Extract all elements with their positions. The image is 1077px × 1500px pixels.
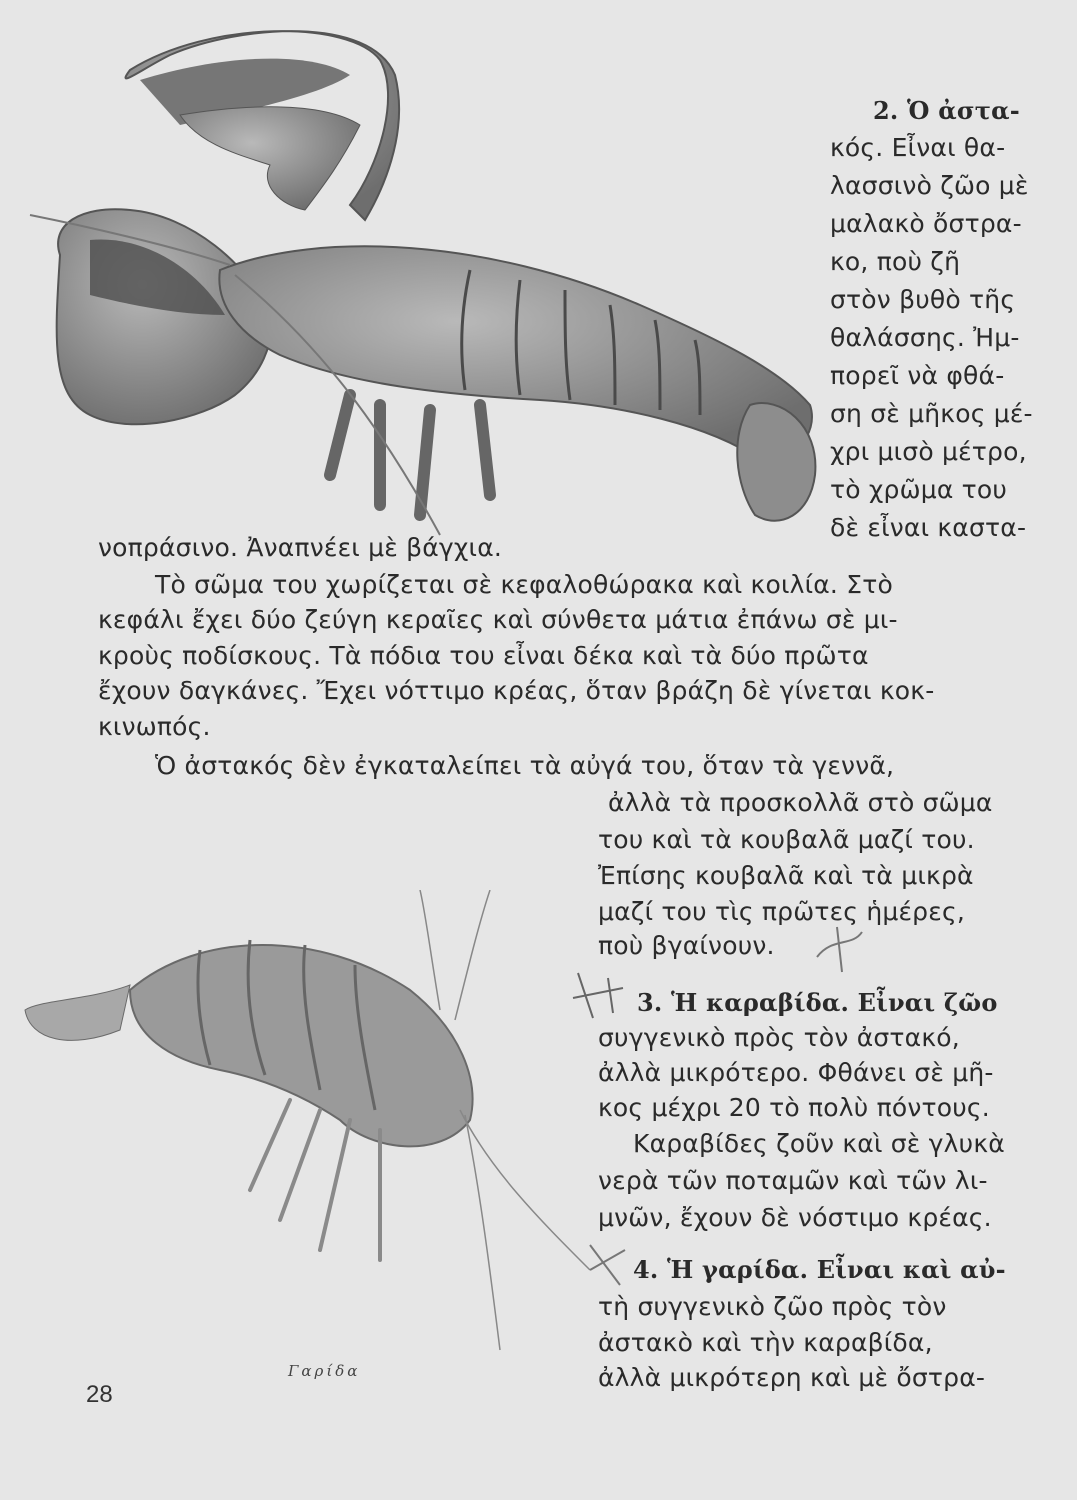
text-line: ποὺ βγαίνουν. bbox=[598, 931, 775, 960]
page-number: 28 bbox=[86, 1381, 113, 1408]
text-line: κροὺς ποδίσκους. Τὰ πόδια του εἶναι δέκα καὶ τὰ δύο πρῶτα bbox=[98, 641, 869, 670]
text-line: κο, ποὺ ζῆ bbox=[830, 247, 961, 276]
text-line: ση σὲ μῆκος μέ- bbox=[830, 399, 1033, 428]
text-line: λασσινὸ ζῶο μὲ bbox=[830, 171, 1029, 200]
text-line: θαλάσσης. Ἠμ- bbox=[830, 323, 1020, 352]
text-line: πορεῖ νὰ φθά- bbox=[830, 361, 1005, 390]
text-line: νερὰ τῶν ποταμῶν καὶ τῶν λι- bbox=[598, 1166, 988, 1195]
text-line: Ἐπίσης κουβαλᾶ καὶ τὰ μικρὰ bbox=[598, 861, 974, 890]
text-line: ἀλλὰ τὰ προσκολλᾶ στὸ σῶμα bbox=[608, 788, 993, 817]
lobster-illustration bbox=[20, 15, 830, 545]
text-line: ἔχουν δαγκάνες. Ἔχει νόττιμο κρέας, ὅταν βράζη δὲ γίνεται κοκ- bbox=[98, 676, 935, 705]
text-line: μαζί του τὶς πρῶτες ἡμέρες, bbox=[598, 897, 965, 926]
text-line: Καραβίδες ζοῦν καὶ σὲ γλυκὰ bbox=[633, 1129, 1005, 1158]
text-line: κεφάλι ἔχει δύο ζεύγη κεραῖες καὶ σύνθετα μάτια ἐπάνω σὲ μι- bbox=[98, 605, 898, 634]
text-line: ἀστακὸ καὶ τὴν καραβίδα, bbox=[598, 1328, 933, 1357]
text-line: μαλακὸ ὄστρα- bbox=[830, 209, 1022, 238]
pencil-mark-icon bbox=[812, 922, 867, 977]
text-line: στὸν βυθὸ τῆς bbox=[830, 285, 1016, 314]
text-line bbox=[637, 985, 998, 1021]
text-line: νοπράσινο. Ἀναπνέει μὲ βάγχια. bbox=[98, 533, 503, 562]
text-line: του καὶ τὰ κουβαλᾶ μαζί του. bbox=[598, 825, 975, 854]
text-line: τὸ χρῶμα του bbox=[830, 475, 1008, 504]
text-line: κος μέχρι 20 τὸ πολὺ πόντους. bbox=[598, 1093, 990, 1122]
section-heading: 4. Ἡ γαρίδα. Εἶναι καὶ αὐ- bbox=[633, 1255, 1006, 1284]
text-line: κινωπός. bbox=[98, 712, 211, 741]
pencil-mark-icon bbox=[585, 1240, 630, 1290]
text-line: συγγενικὸ πρὸς τὸν ἀστακό, bbox=[598, 1023, 960, 1052]
text-line: Τὸ σῶμα του χωρίζεται σὲ κεφαλοθώρακα καὶ κοιλία. Στὸ bbox=[155, 570, 893, 599]
text-line: ἀλλὰ μικρότερη καὶ μὲ ὄστρα- bbox=[598, 1363, 986, 1392]
text-line bbox=[873, 93, 1020, 129]
figure-caption: Γαρίδα bbox=[288, 1362, 361, 1380]
text-line bbox=[633, 1252, 1006, 1288]
section-heading: 2. Ὁ ἀστα- bbox=[873, 96, 1020, 125]
text-line: χρι μισὸ μέτρο, bbox=[830, 437, 1027, 466]
text-line: τὴ συγγενικὸ ζῶο πρὸς τὸν bbox=[598, 1292, 947, 1321]
text-line: κός. Εἶναι θα- bbox=[830, 133, 1006, 162]
text-line: Ὁ ἀστακός δὲν ἐγκαταλείπει τὰ αὐγά του, ὅταν τὰ γεννᾶ, bbox=[155, 751, 895, 780]
pencil-mark-icon bbox=[568, 968, 628, 1028]
section-heading: 3. Ἡ καραβίδα. Εἶναι ζῶο bbox=[637, 988, 998, 1017]
text-line: μνῶν, ἔχουν δὲ νόστιμο κρέας. bbox=[598, 1203, 992, 1232]
text-line: δὲ εἶναι καστα- bbox=[830, 513, 1027, 542]
shrimp-illustration bbox=[20, 890, 600, 1360]
text-line: ἀλλὰ μικρότερο. Φθάνει σὲ μῆ- bbox=[598, 1058, 994, 1087]
